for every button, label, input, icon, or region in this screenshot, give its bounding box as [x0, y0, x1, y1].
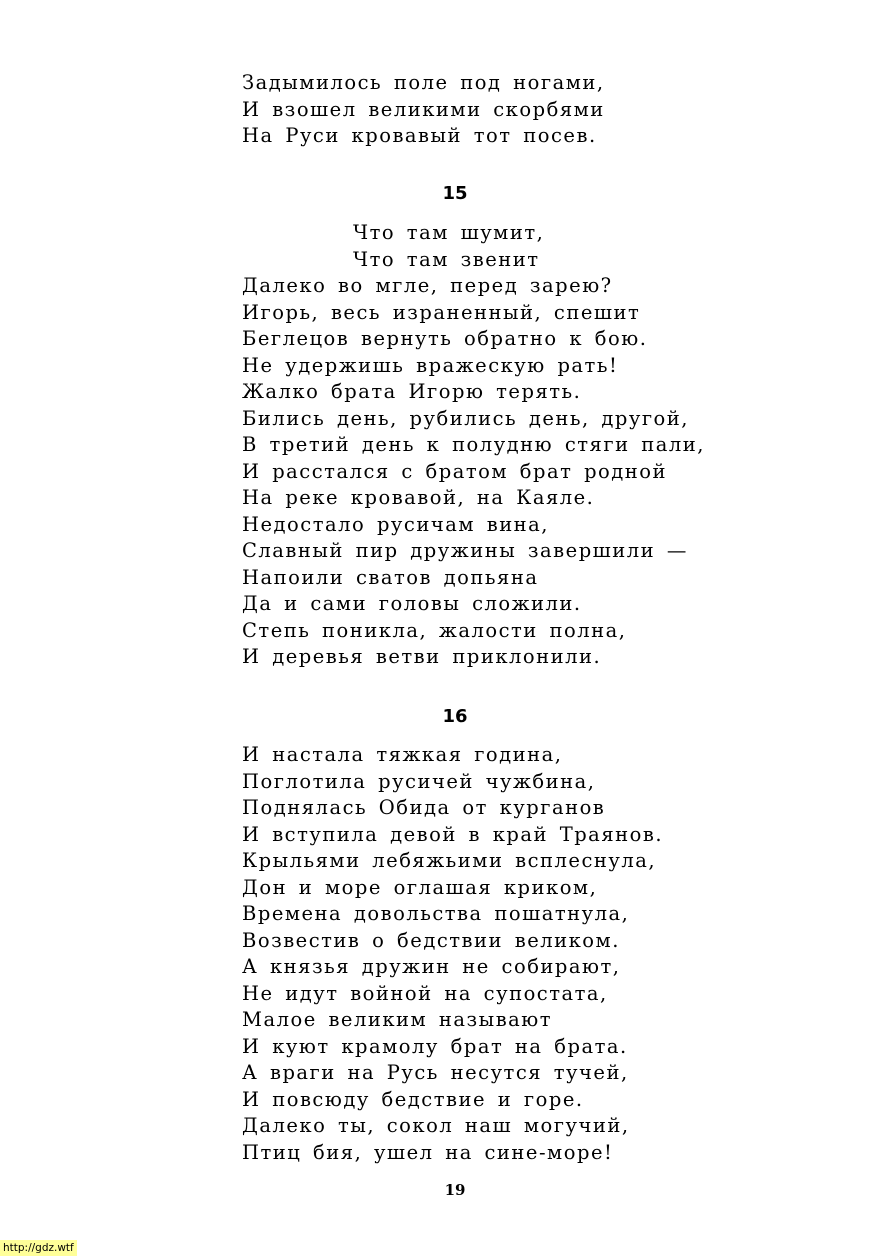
poem-line: Степь поникла, жалости полна, [242, 618, 627, 642]
poem-line: И деревья ветви приклонили. [242, 645, 602, 668]
poem-line: Задымилось поле под ногами, [242, 71, 605, 94]
poem-line: Поглотила русичей чужбина, [242, 769, 596, 793]
poem-line: На Руси кровавый тот посев. [242, 124, 597, 147]
poem-line: Жалко брата Игорю терять. [242, 380, 582, 403]
poem-line: Что там звенит [353, 247, 540, 271]
poem-line: И повсюду бедствие и горе. [242, 1087, 584, 1111]
poem-line: Возвестив о бедствии великом. [242, 928, 620, 952]
page-number: 19 [444, 1181, 466, 1199]
poem-line: Что там шумит, [353, 221, 545, 244]
poem-line: И взошел великими скорбями [242, 97, 605, 121]
poem-line: Беглецов вернуть обратно к бою. [242, 327, 648, 350]
poem-line: Не идут войной на супостата, [242, 981, 608, 1005]
poem-line: Птиц бия, ушел на сине-море! [242, 1140, 614, 1164]
poem-line: И куют крамолу брат на брата. [242, 1034, 628, 1058]
poem-line: Игорь, весь израненный, спешит [242, 300, 641, 324]
section-number-16: 16 [442, 706, 468, 727]
poem-line: Крыльями лебяжьими всплеснула, [242, 849, 657, 872]
poem-line: Бились день, рубились день, другой, [242, 406, 689, 430]
poem-line: И вступила девой в край Траянов. [242, 822, 664, 846]
stanza-16 [242, 742, 802, 1166]
poem-line: И расстался с братом брат родной [242, 459, 668, 483]
poem-line: Недостало русичам вина, [242, 512, 550, 536]
watermark-link[interactable]: http://gdz.wtf [0, 1240, 77, 1256]
poem-line: Не удержишь вражескую рать! [242, 353, 619, 377]
poem-line: Поднялась Обида от курганов [242, 796, 606, 819]
poem-line: А князья дружин не собирают, [242, 955, 621, 978]
poem-line: Далеко во мгле, перед зарею? [242, 274, 613, 297]
poem-line: А враги на Русь несутся тучей, [242, 1061, 629, 1084]
poem-line: Славный пир дружины завершили — [242, 539, 688, 562]
poem-line: На реке кровавой, на Каяле. [242, 486, 595, 509]
poem-line: Далеко ты, сокол наш могучий, [242, 1114, 630, 1137]
stanza-top [242, 70, 802, 150]
poem-line: В третий день к полудню стяги пали, [242, 433, 705, 456]
poem-line: Малое великим называют [242, 1008, 553, 1031]
poem-line: Да и сами головы сложили. [242, 592, 582, 615]
section-number-15: 15 [442, 183, 468, 204]
poem-line: Напоили сватов допьяна [242, 565, 539, 589]
stanza-15 [242, 220, 802, 671]
poem-line: Дон и море оглашая криком, [242, 875, 598, 899]
poem-line: И настала тяжкая година, [242, 743, 563, 766]
poem-line: Времена довольства пошатнула, [242, 902, 630, 925]
